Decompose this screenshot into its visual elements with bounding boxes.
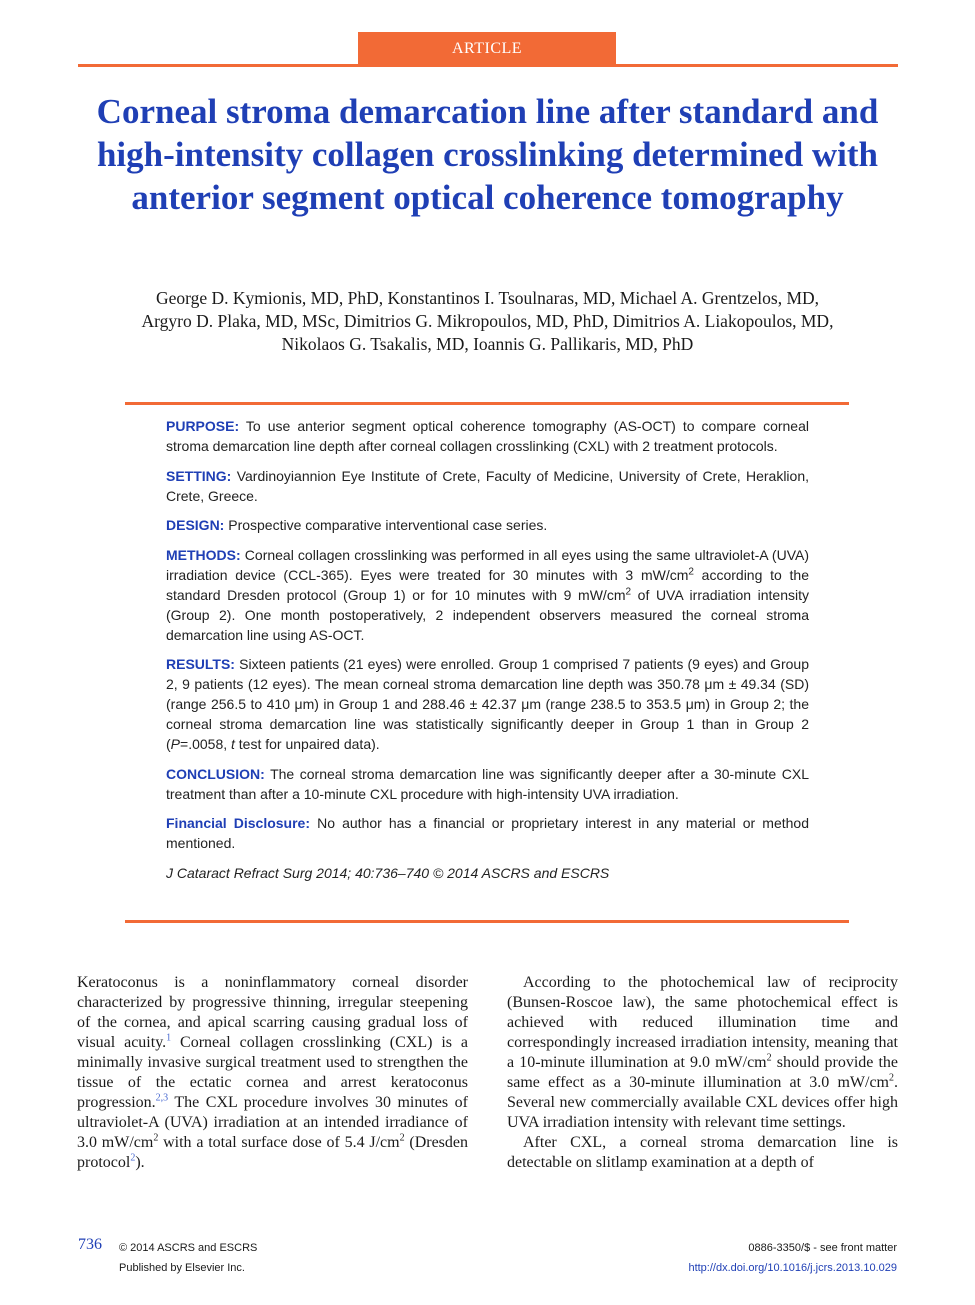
issn: 0886-3350/$ - see front matter (748, 1242, 897, 1254)
results-label: RESULTS: (166, 656, 235, 672)
conclusion-label: CONCLUSION: (166, 765, 265, 782)
footer-left (119, 1238, 257, 1278)
results-text: Sixteen patients (21 eyes) were enrolled. Group 1 comprised 7 patients (9 eyes) and Group 2, 9 patients (12 eyes). The mean corneal stroma demarcation line depth was 350.78 μm ± 49.34 (SD) (range 256.5 to 410 μm) in Group 1 and 288.46 ± 42.37 μm (range 238.5 to 353.5 μm) in Group 2; the corneal stroma demarcation line was statistically significantly deeper in Group 1 than in Group 2 ( (166, 656, 810, 752)
author-line: Argyro D. Plaka, MD, MSc, Dimitrios G. Mikropoulos, MD, PhD, Dimitrios A. Liakopoulos, MD, (141, 311, 834, 331)
author-list (80, 287, 895, 356)
design-text: Prospective comparative interventional case series. (228, 517, 548, 533)
header-rule (78, 64, 898, 67)
article-title: Corneal stroma demarcation line after standard and high-intensity collagen crosslinking determined with anterior segment optical coherence tomography (96, 92, 879, 217)
results-text: test for unpaired data). (234, 736, 380, 752)
body-paragraph (507, 973, 898, 1133)
methods-label: METHODS: (166, 546, 241, 563)
superscript: 2 (399, 1132, 405, 1144)
disclosure-text: No author has a financial or proprietary interest in any material or method mentioned. (166, 815, 809, 851)
reference-link[interactable]: 2 (130, 1152, 136, 1164)
doi-link[interactable]: http://dx.doi.org/10.1016/j.jcrs.2013.10.029 (688, 1262, 897, 1274)
setting-text: Vardinoyiannion Eye Institute of Crete, Faculty of Medicine, University of Crete, Heraklion, Crete, Greece. (166, 467, 810, 504)
body-text: with a total surface dose of 5.4 J/cm (158, 1134, 400, 1151)
journal-citation: J Cataract Refract Surg 2014; 40:736–740 © 2014 ASCRS and ESCRS (166, 864, 610, 881)
disclosure-label: Financial Disclosure: (166, 815, 311, 831)
superscript: 2 (688, 565, 694, 577)
results-p-symbol: P (170, 736, 181, 752)
author-line: Nikolaos G. Tsakalis, MD, Ioannis G. Pallikaris, MD, PhD (281, 334, 694, 354)
footer-right (688, 1238, 897, 1278)
purpose-text: To use anterior segment optical coherence tomography (AS-OCT) to compare corneal stroma demarcation line depth after corneal collagen crosslinking (CXL) with 2 treatment protocols. (166, 418, 809, 454)
abstract-bottom-rule (125, 920, 849, 923)
body-text: . Several new commercially available CXL devices offer high UVA irradiation intensity with relevant time settings. (507, 1074, 898, 1131)
abstract-setting (166, 466, 809, 506)
body-column-left (77, 973, 468, 1173)
methods-text: of UVA irradiation intensity (Group 2). One month postoperatively, 2 independent observers measured the corneal stroma demarcation line using AS-OCT. (166, 586, 809, 643)
reference-link[interactable]: 2,3 (155, 1092, 169, 1104)
body-text: Corneal collagen crosslinking (CXL) is a minimally invasive surgical treatment used to strengthen the tissue of the ectatic cornea and arrest keratoconus progression. (77, 1034, 468, 1111)
publisher: Published by Elsevier Inc. (119, 1262, 245, 1274)
abstract-design (166, 515, 809, 535)
purpose-label: PURPOSE: (166, 418, 240, 434)
setting-label: SETTING: (166, 467, 232, 484)
reference-link[interactable]: 1 (166, 1032, 172, 1044)
superscript: 2 (889, 1072, 894, 1084)
article-section-tag: ARTICLE (358, 32, 616, 66)
superscript: 2 (625, 585, 632, 597)
abstract-results (166, 654, 809, 754)
methods-text: according to the standard Dresden protocol (Group 1) or for 10 minutes with 9 mW/cm (166, 566, 809, 603)
body-text: Keratoconus is a noninflammatory corneal disorder characterized by progressive thinning, irregular steepening of the cornea, and apical scarring causing gradual loss of visual acuity. (77, 974, 468, 1051)
superscript: 2 (153, 1132, 159, 1144)
conclusion-text: The corneal stroma demarcation line was significantly deeper after a 30-minute CXL treatment than after a 10-minute CXL procedure with high-intensity UVA irradiation. (166, 765, 810, 802)
abstract-conclusion (166, 764, 809, 804)
abstract-top-rule (125, 402, 849, 405)
body-text: should provide the same effect as a 30-minute illumination at 3.0 mW/cm (507, 1054, 899, 1091)
body-paragraph (77, 973, 468, 1173)
body-text: The CXL procedure involves 30 minutes of ultraviolet-A (UVA) irradiation at an intended irradiance of 3.0 mW/cm (77, 1094, 468, 1151)
results-t-symbol: t (231, 736, 235, 752)
abstract-purpose (166, 416, 809, 456)
methods-text: Corneal collagen crosslinking was performed in all eyes using the same ultraviolet-A (UVA) irradiation device (CCL-365). Eyes were treated for 30 minutes with 3 mW/cm (166, 546, 810, 583)
superscript: 2 (766, 1052, 772, 1064)
body-text: According to the photochemical law of reciprocity (Bunsen-Roscoe law), the same photochemical effect is achieved with reduced illumination time and correspondingly increased irradiation intensity, meaning that a 10-minute illumination at 9.0 mW/cm (507, 974, 898, 1071)
abstract-methods (166, 545, 809, 645)
design-label: DESIGN: (166, 517, 225, 533)
results-text: =.0058, (180, 736, 232, 752)
body-paragraph: After CXL, a corneal stroma demarcation line is detectable on slitlamp examination at a depth of (507, 1134, 898, 1171)
body-column-right (507, 973, 898, 1173)
abstract (166, 416, 809, 892)
abstract-disclosure (166, 813, 809, 853)
copyright: © 2014 ASCRS and ESCRS (119, 1242, 258, 1254)
body-text: ). (135, 1154, 145, 1171)
body-text: (Dresden protocol (77, 1134, 469, 1171)
author-line: George D. Kymionis, MD, PhD, Konstantinos I. Tsoulnaras, MD, Michael A. Grentzelos, MD, (155, 288, 820, 308)
page-number: 736 (78, 1236, 102, 1253)
